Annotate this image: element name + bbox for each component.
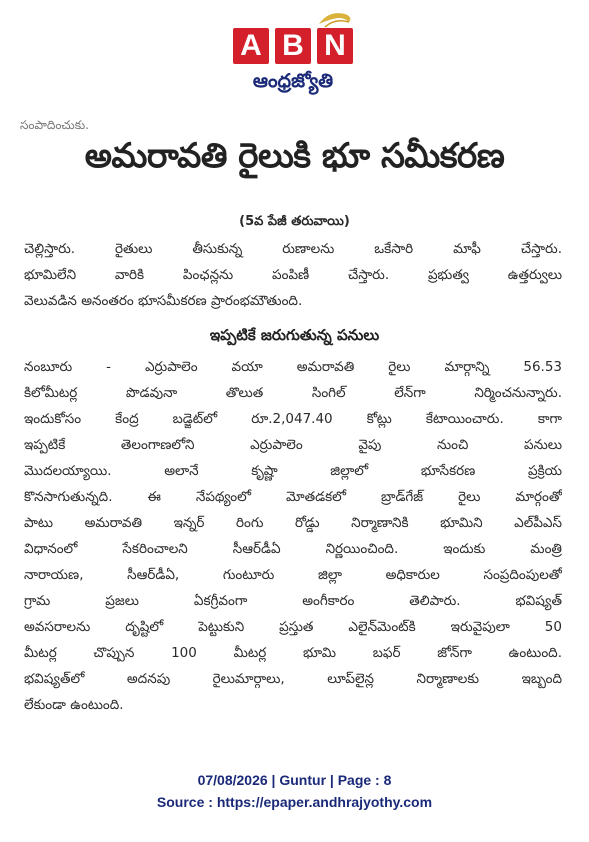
text-line: పాటు అమరావతి ఇన్నర్ రింగు రోడ్డు నిర్మాణానికి భూమిని ఎల్‌పీఎస్ xyxy=(24,515,562,531)
edition-info: 07/08/2026 | Guntur | Page : 8 xyxy=(197,772,392,788)
text-line: ఇప్పటికే తెలంగాణలోని ఎర్రుపాలెం వైపు నుంచి పనులు xyxy=(24,437,562,453)
text-line: ఇందుకోసం కేంద్ర బడ్జెట్‌లో రూ.2,047.40 కోట్లు కేటాయించారు. కాగా xyxy=(24,411,562,427)
text-line: మొదలయ్యాయి. అలానే కృష్ణా జిల్లాలో భూసేకరణ ప్రక్రియ xyxy=(24,463,562,479)
abn-letter-b: B xyxy=(275,28,311,64)
text-line: భవిష్యత్‌లో అదనపు రైలుమార్గాలు, లూప్‌లైన్ల నిర్మాణాలకు ఇబ్బంది xyxy=(24,671,562,687)
article-headline: అమరావతి రైలుకి భూ సమీకరణ xyxy=(84,136,505,176)
text-line: నంబూరు - ఎర్రుపాలెం వయా అమరావతి రైలు మార్గాన్ని 56.53 xyxy=(24,359,562,375)
text-line: అవసరాలను దృష్టిలో పెట్టుకుని ప్రస్తుత ఎలైన్‌మెంట్‌కి ఇరువైపులా 50 xyxy=(24,619,562,635)
abn-letter-a: A xyxy=(233,28,269,64)
text-line: మీటర్ల చొప్పున 100 మీటర్ల భూమి బఫర్ జోన్‌గా ఉంటుంది. xyxy=(24,645,562,661)
text-line: చెల్లిస్తారు. రైతులు తీసుకున్న రుణాలను ఒకేసారి మాఫీ చేస్తారు. xyxy=(24,241,562,257)
brand-subtitle: ఆంధ్రజ్యోతి xyxy=(252,70,334,92)
text-line: నారాయణ, సీఆర్‌డీఏ, గుంటూరు జిల్లా అధికారుల సంప్రదింపులతో xyxy=(24,567,562,583)
abn-letters xyxy=(233,28,353,64)
text-line: లేకుండా ఉంటుంది. xyxy=(24,697,124,713)
news-clipping xyxy=(18,118,571,738)
text-line: కిలోమీటర్ల పొడవునా తొలుత సింగిల్ లేన్‌గా నిర్మించనున్నారు. xyxy=(24,385,562,401)
abn-logo xyxy=(233,8,363,108)
page-footer xyxy=(0,769,589,813)
text-line: విధానంలో సేకరించాలని సీఆర్‌డీఏ నిర్ణయించింది. ఇందుకు మంత్రి xyxy=(24,541,562,557)
section-subheading: ఇప్పటికే జరుగుతున్న పనులు xyxy=(209,326,380,344)
paragraph-1 xyxy=(24,236,562,314)
text-line: భూమిలేని వారికి పింఛన్లను పంపిణీ చేస్తారు. ప్రభుత్వ ఉత్తర్వులు xyxy=(24,267,562,283)
paragraph-2 xyxy=(24,354,562,718)
cut-text-remnant: సంపాదించుకు. xyxy=(20,118,89,130)
source-url: Source : https://epaper.andhrajyothy.com xyxy=(156,794,433,810)
text-line: కొనసాగుతున్నది. ఈ నేపథ్యంలో మోతడకలో బ్రాడ్‌గేజ్ రైలు మార్గంతో xyxy=(24,489,562,505)
abn-letter-n: N xyxy=(317,28,353,64)
text-line: గ్రామ ప్రజలు ఏకగ్రీవంగా అంగీకారం తెలిపారు. భవిష్యత్ xyxy=(24,593,562,609)
continued-from-note: (5వ పేజీ తరువాయి) xyxy=(239,214,350,229)
swirl-logo-icon xyxy=(315,8,355,30)
text-line: వెలువడిన అనంతరం భూసమీకరణ ప్రారంభమౌతుంది. xyxy=(24,293,303,309)
